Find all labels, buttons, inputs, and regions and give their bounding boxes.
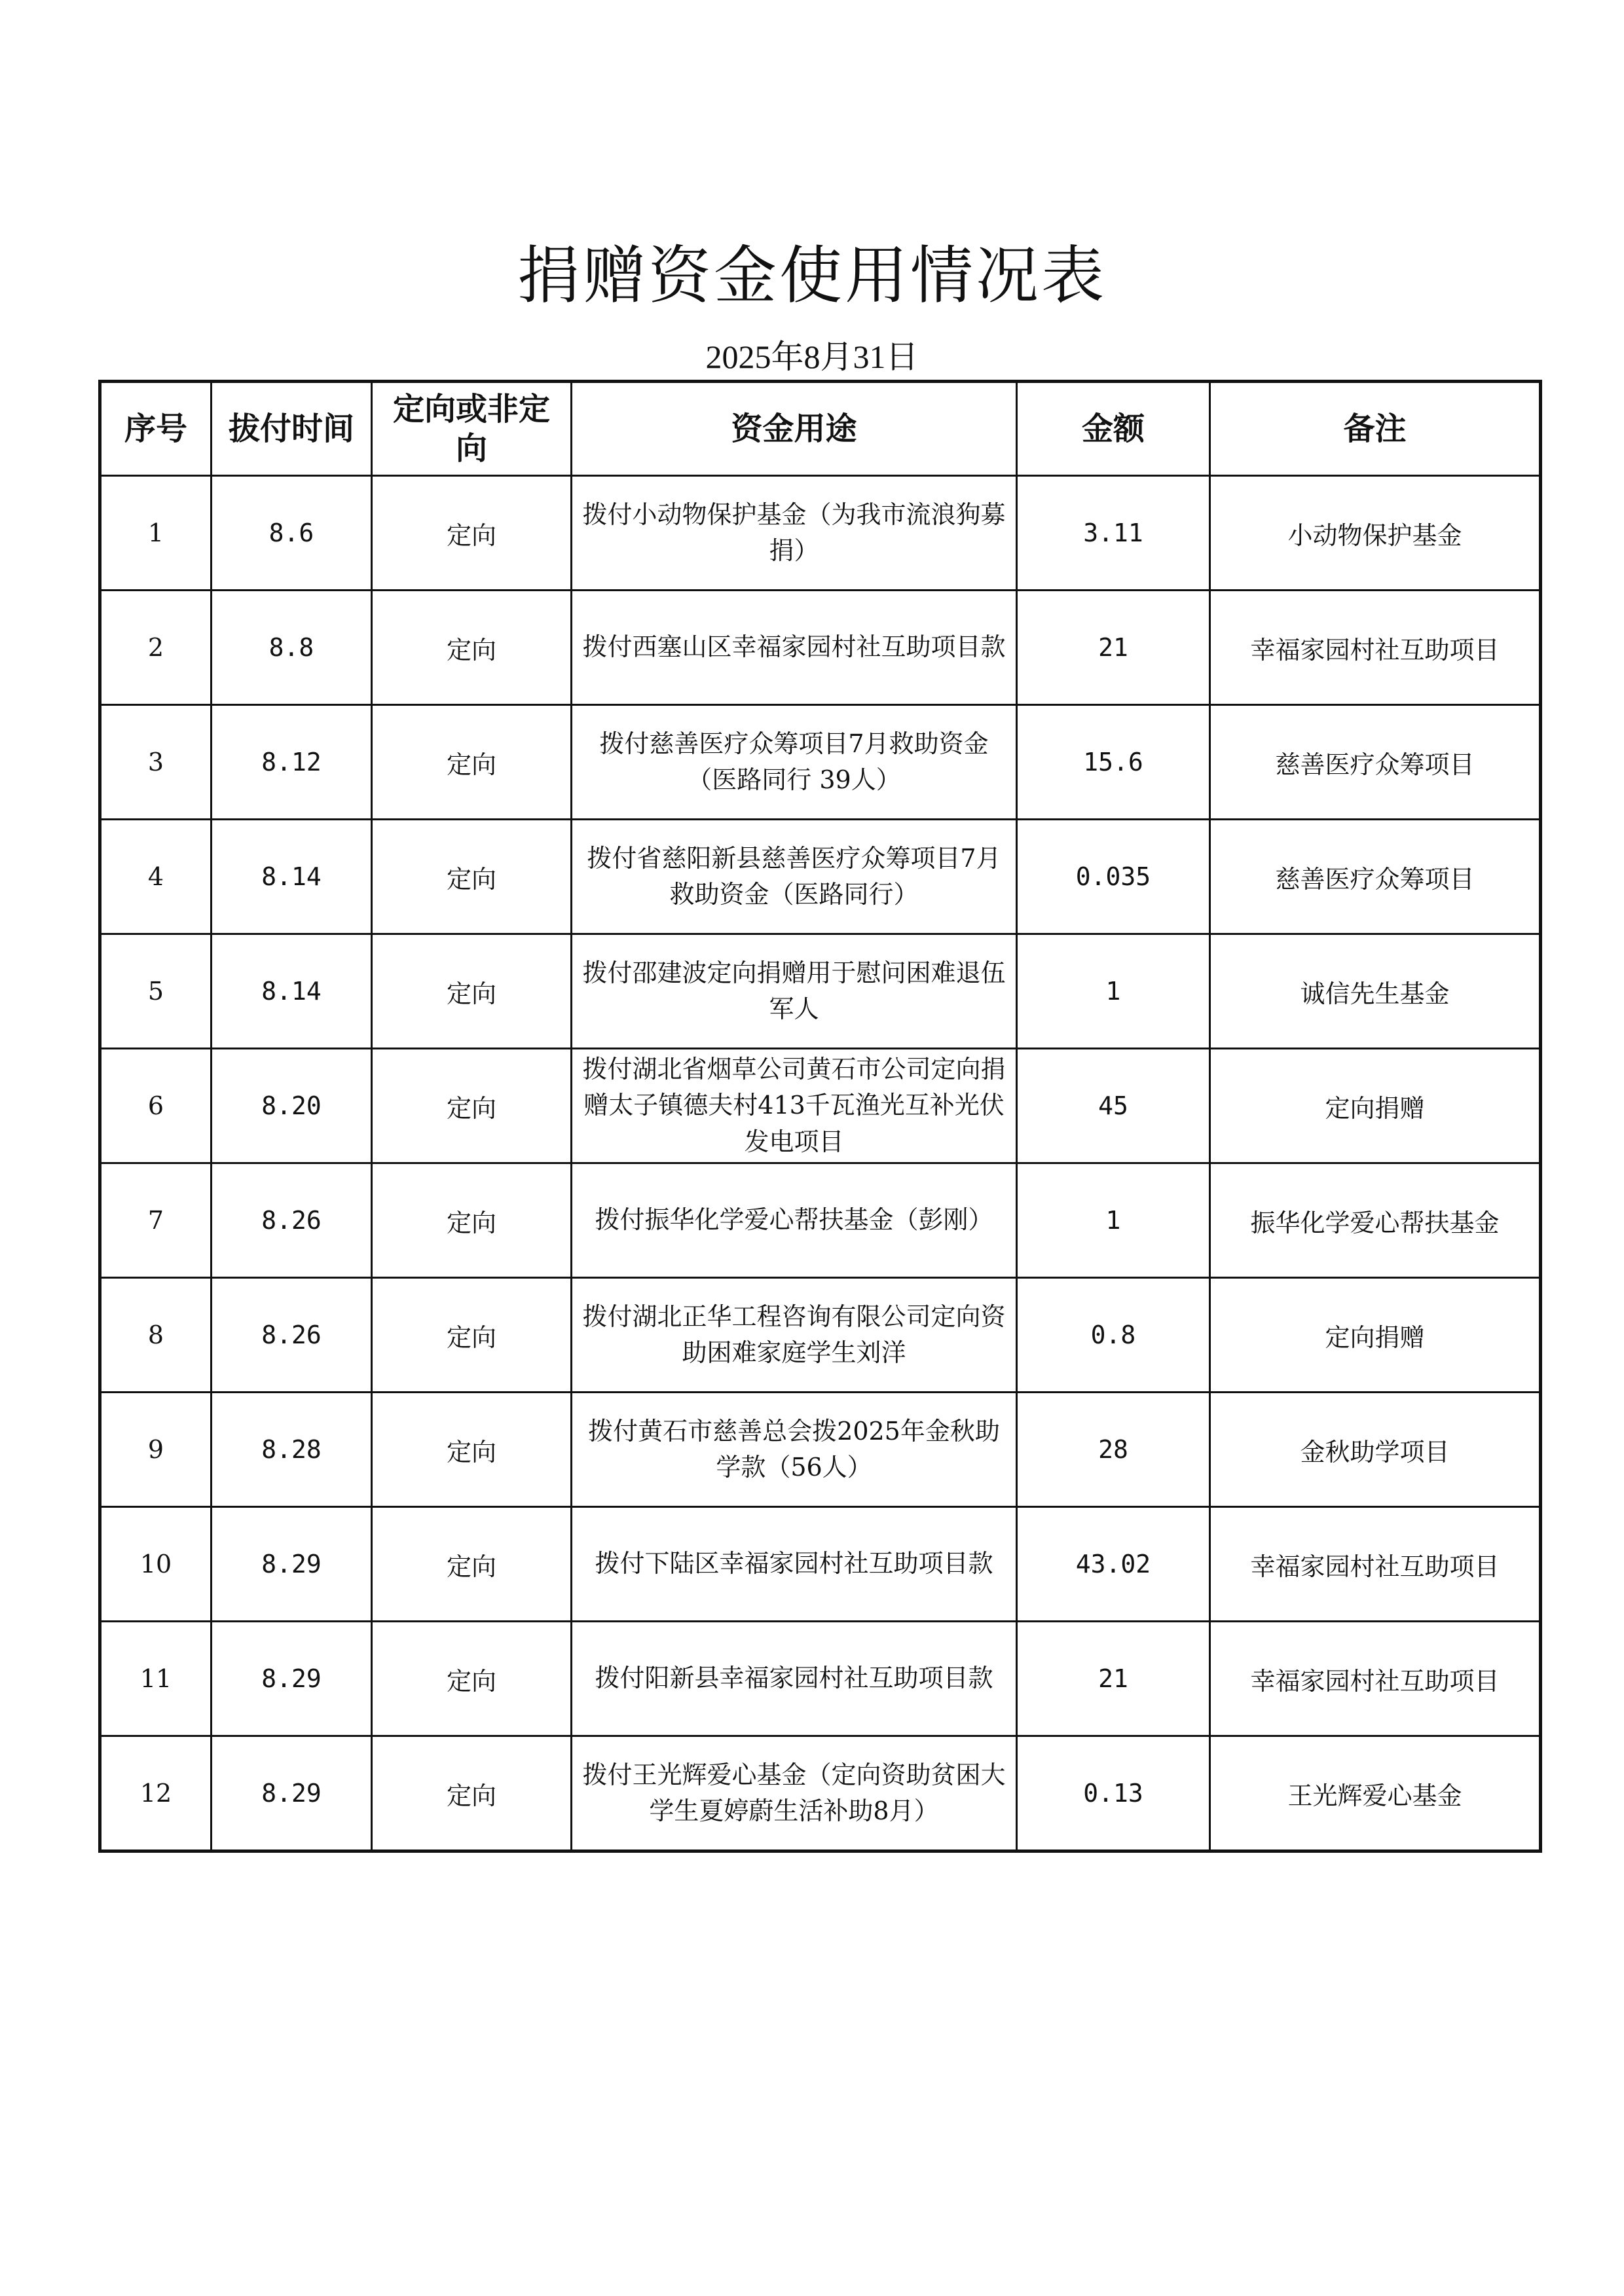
cell-time: 8.20 (212, 1049, 372, 1163)
header-time: 拔付时间 (212, 382, 372, 476)
cell-time: 8.29 (212, 1507, 372, 1622)
document-date: 2025年8月31日 (705, 338, 919, 375)
cell-type: 定向 (372, 1622, 572, 1736)
cell-note: 王光辉爱心基金 (1210, 1736, 1541, 1851)
cell-type: 定向 (372, 705, 572, 820)
cell-no: 6 (100, 1049, 212, 1163)
cell-amount: 43.02 (1017, 1507, 1210, 1622)
cell-purpose: 拨付省慈阳新县慈善医疗众筹项目7月救助资金（医路同行） (572, 820, 1017, 934)
cell-no: 11 (100, 1622, 212, 1736)
cell-type: 定向 (372, 1049, 572, 1163)
cell-note: 幸福家园村社互助项目 (1210, 1622, 1541, 1736)
cell-no: 8 (100, 1278, 212, 1393)
cell-type: 定向 (372, 820, 572, 934)
cell-purpose: 拨付慈善医疗众筹项目7月救助资金（医路同行 39人） (572, 705, 1017, 820)
table-row (100, 934, 1541, 1049)
document-title: 捐赠资金使用情况表 (517, 239, 1107, 312)
cell-no: 10 (100, 1507, 212, 1622)
table-row (100, 476, 1541, 591)
cell-note: 定向捐赠 (1210, 1278, 1541, 1393)
cell-no: 1 (100, 476, 212, 591)
cell-type: 定向 (372, 1393, 572, 1507)
cell-amount: 1 (1017, 1163, 1210, 1278)
cell-no: 2 (100, 591, 212, 705)
cell-no: 3 (100, 705, 212, 820)
cell-time: 8.8 (212, 591, 372, 705)
cell-time: 8.29 (212, 1736, 372, 1851)
cell-amount: 21 (1017, 591, 1210, 705)
table-row (100, 1736, 1541, 1851)
table-body (100, 476, 1541, 1851)
table-row (100, 1278, 1541, 1393)
cell-purpose: 拨付湖北省烟草公司黄石市公司定向捐赠太子镇德夫村413千瓦渔光互补光伏发电项目 (572, 1049, 1017, 1163)
table-row (100, 1049, 1541, 1163)
cell-type: 定向 (372, 476, 572, 591)
cell-time: 8.6 (212, 476, 372, 591)
cell-purpose: 拨付下陆区幸福家园村社互助项目款 (572, 1507, 1017, 1622)
cell-amount: 3.11 (1017, 476, 1210, 591)
cell-type: 定向 (372, 1163, 572, 1278)
cell-time: 8.29 (212, 1622, 372, 1736)
cell-amount: 0.035 (1017, 820, 1210, 934)
table-row (100, 1163, 1541, 1278)
table-row (100, 1393, 1541, 1507)
table-row (100, 1507, 1541, 1622)
header-no: 序号 (100, 382, 212, 476)
table-row (100, 820, 1541, 934)
cell-note: 小动物保护基金 (1210, 476, 1541, 591)
cell-time: 8.26 (212, 1278, 372, 1393)
table-row (100, 591, 1541, 705)
cell-note: 定向捐赠 (1210, 1049, 1541, 1163)
cell-type: 定向 (372, 591, 572, 705)
cell-time: 8.26 (212, 1163, 372, 1278)
header-type: 定向或非定向 (372, 382, 572, 476)
table-row (100, 1622, 1541, 1736)
table-row (100, 705, 1541, 820)
cell-no: 5 (100, 934, 212, 1049)
cell-type: 定向 (372, 1507, 572, 1622)
cell-note: 诚信先生基金 (1210, 934, 1541, 1049)
cell-no: 9 (100, 1393, 212, 1507)
cell-time: 8.28 (212, 1393, 372, 1507)
cell-note: 幸福家园村社互助项目 (1210, 591, 1541, 705)
cell-amount: 1 (1017, 934, 1210, 1049)
cell-amount: 28 (1017, 1393, 1210, 1507)
cell-purpose: 拨付王光辉爱心基金（定向资助贫困大学生夏婷蔚生活补助8月） (572, 1736, 1017, 1851)
cell-purpose: 拨付阳新县幸福家园村社互助项目款 (572, 1622, 1017, 1736)
cell-no: 12 (100, 1736, 212, 1851)
cell-amount: 15.6 (1017, 705, 1210, 820)
cell-time: 8.14 (212, 934, 372, 1049)
cell-note: 金秋助学项目 (1210, 1393, 1541, 1507)
cell-no: 4 (100, 820, 212, 934)
cell-amount: 0.13 (1017, 1736, 1210, 1851)
cell-note: 慈善医疗众筹项目 (1210, 820, 1541, 934)
cell-no: 7 (100, 1163, 212, 1278)
cell-amount: 21 (1017, 1622, 1210, 1736)
cell-purpose: 拨付西塞山区幸福家园村社互助项目款 (572, 591, 1017, 705)
cell-purpose: 拨付小动物保护基金（为我市流浪狗募捐） (572, 476, 1017, 591)
cell-amount: 0.8 (1017, 1278, 1210, 1393)
header-amount: 金额 (1017, 382, 1210, 476)
cell-type: 定向 (372, 1736, 572, 1851)
cell-purpose: 拨付黄石市慈善总会拨2025年金秋助学款（56人） (572, 1393, 1017, 1507)
cell-note: 慈善医疗众筹项目 (1210, 705, 1541, 820)
header-purpose: 资金用途 (572, 382, 1017, 476)
cell-purpose: 拨付邵建波定向捐赠用于慰问困难退伍军人 (572, 934, 1017, 1049)
cell-purpose: 拨付振华化学爱心帮扶基金（彭刚） (572, 1163, 1017, 1278)
header-note: 备注 (1210, 382, 1541, 476)
donation-usage-table (98, 380, 1542, 1853)
cell-type: 定向 (372, 1278, 572, 1393)
cell-note: 幸福家园村社互助项目 (1210, 1507, 1541, 1622)
cell-note: 振华化学爱心帮扶基金 (1210, 1163, 1541, 1278)
cell-purpose: 拨付湖北正华工程咨询有限公司定向资助困难家庭学生刘洋 (572, 1278, 1017, 1393)
cell-time: 8.14 (212, 820, 372, 934)
cell-amount: 45 (1017, 1049, 1210, 1163)
table-header-row (100, 382, 1541, 476)
cell-type: 定向 (372, 934, 572, 1049)
cell-time: 8.12 (212, 705, 372, 820)
